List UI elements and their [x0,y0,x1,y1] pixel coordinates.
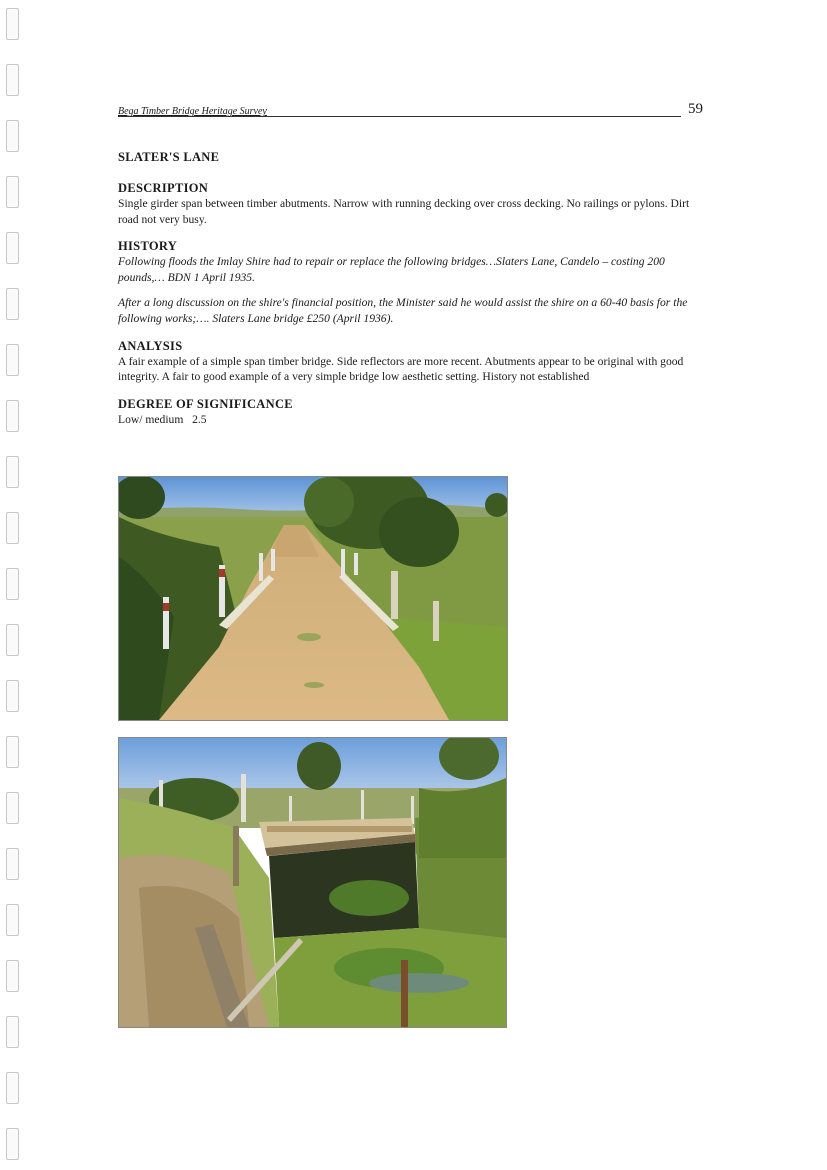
section-heading: DESCRIPTION [118,181,209,195]
significance-section [118,397,708,428]
page-title: SLATER'S LANE [118,150,220,164]
binding-ring [6,1072,19,1104]
binding-ring [6,344,19,376]
binding-ring [6,8,19,40]
binding-ring [6,288,19,320]
binding-ring [6,960,19,992]
binding-ring [6,232,19,264]
binding-ring [6,120,19,152]
running-title: Bega Timber Bridge Heritage Survey [118,106,267,117]
history-paragraph: After a long discussion on the shire's financial position, the Minister said he would assist the shire on a 60-40 basis for the following works;…. Slaters Lane bridge £250 (April 1936). [118,296,688,325]
history-section [118,239,708,326]
section-heading: HISTORY [118,239,178,254]
analysis-section [118,339,708,385]
description-section [118,181,708,227]
section-heading: DEGREE OF SIGNIFICANCE [118,396,293,411]
binding-ring [6,1128,19,1160]
history-paragraph: Following floods the Imlay Shire had to repair or replace the following bridges…Slaters Lane, Candelo – costing 200 pounds,… BDN 1 April 1935. [118,255,665,284]
binding-ring [6,848,19,880]
binding-ring [6,176,19,208]
page-number: 59 [688,101,703,117]
binding-ring [6,400,19,432]
page-body [118,150,708,439]
page-header [118,100,703,118]
binding-ring [6,736,19,768]
bridge-road-photo [118,476,508,721]
binding-ring [6,680,19,712]
section-heading: ANALYSIS [118,338,183,353]
spiral-binding [6,0,22,1170]
binding-ring [6,568,19,600]
binding-ring [6,624,19,656]
binding-ring [6,512,19,544]
binding-ring [6,64,19,96]
binding-ring [6,904,19,936]
binding-ring [6,792,19,824]
binding-ring [6,1016,19,1048]
bridge-side-photo [118,737,507,1028]
description-text: Single girder span between timber abutments. Narrow with running decking over cross decking. No railings or pylons. Dirt road not very busy. [118,197,690,226]
significance-rating: Low/ medium 2.5 [118,412,207,426]
analysis-text: A fair example of a simple span timber bridge. Side reflectors are more recent. Abutments appear to be original with good integrity. A fair to good example of a very simple bridge low aesthetic setting. History not established [118,354,684,384]
binding-ring [6,456,19,488]
